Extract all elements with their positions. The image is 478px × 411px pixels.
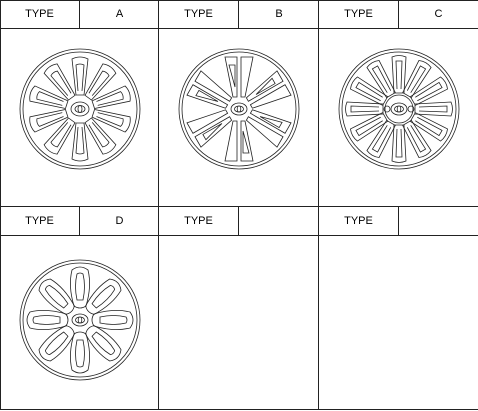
type-cell-a [0, 0, 159, 207]
cell-header [319, 0, 478, 29]
type-cell-c [319, 0, 478, 207]
type-label: TYPE [0, 207, 80, 235]
type-cell-empty [159, 207, 319, 410]
type-value: A [115, 8, 124, 20]
wheel-cover-b-icon [177, 47, 301, 171]
type-label: TYPE [159, 207, 239, 235]
type-value: C [434, 8, 443, 20]
type-value [239, 207, 319, 235]
type-value: B [275, 8, 283, 20]
cell-header [159, 207, 319, 236]
type-label: TYPE [0, 0, 80, 28]
cell-header [0, 0, 159, 29]
type-value [399, 207, 478, 235]
wheel-cover-a-icon [18, 47, 142, 171]
type-label: TYPE [319, 0, 399, 28]
wheel-cover-c-icon [337, 47, 461, 171]
type-cell-b [159, 0, 319, 207]
wheel-cover-d-icon [18, 258, 142, 382]
cell-header [0, 207, 159, 236]
cell-header [159, 0, 319, 29]
type-cell-empty [319, 207, 478, 410]
type-cell-d [0, 207, 159, 410]
type-value: D [115, 215, 124, 227]
type-label: TYPE [159, 0, 239, 28]
cell-header [319, 207, 478, 236]
type-label: TYPE [319, 207, 399, 235]
